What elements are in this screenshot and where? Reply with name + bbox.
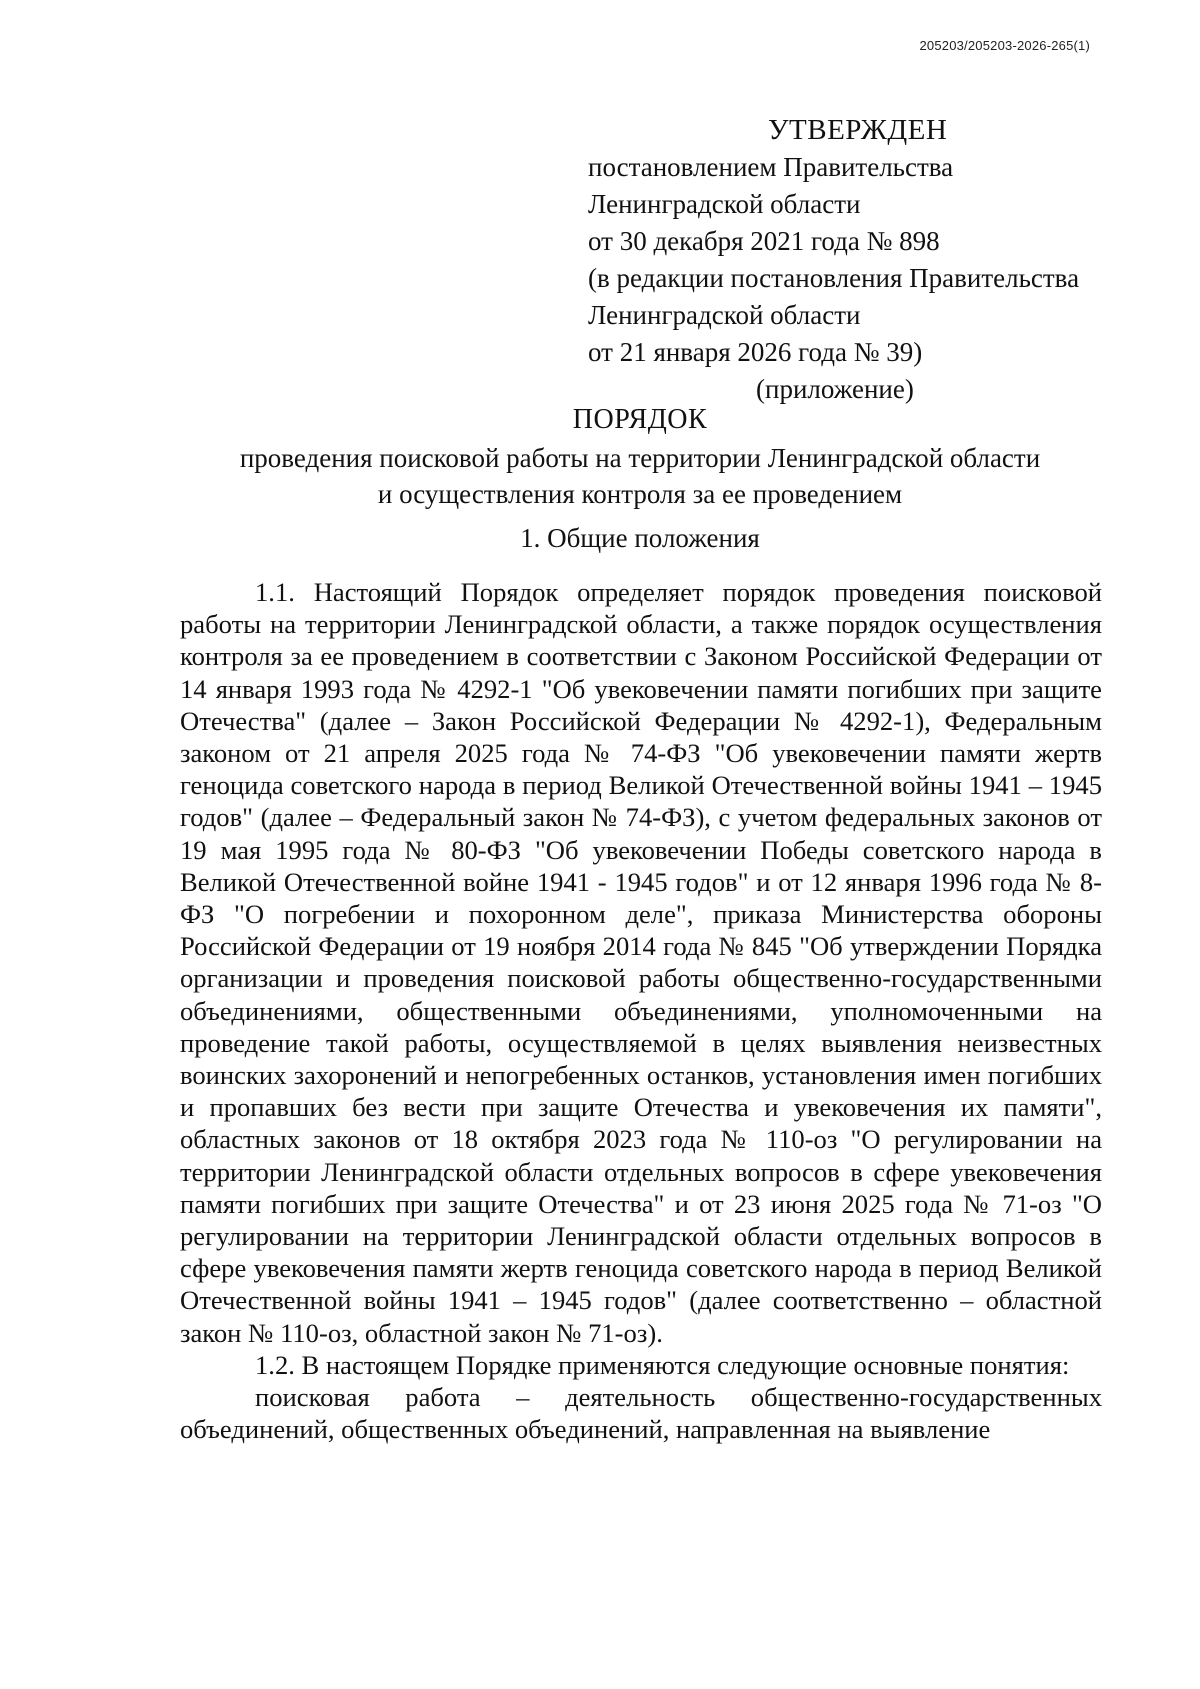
approval-line: Ленинградской области [588,189,861,219]
paragraph: 1.2. В настоящем Порядке применяются следующие основные понятия: [255,1349,1070,1380]
document-title [180,402,1100,512]
title-line: и осуществления контроля за ее проведением [377,479,903,509]
title-main: ПОРЯДОК [572,404,708,435]
approval-annex: (приложение) [756,374,914,404]
title-line: проведения поисковой работы на территории Ленинградской области [239,443,1041,473]
paragraph: поисковая работа – деятельность общественно-государственных объединений, общественных объединений, направленная на выявление [180,1382,1102,1445]
section-heading: 1. Общие положения [520,523,760,553]
approval-line: от 30 декабря 2021 года № 898 [588,226,940,256]
document-id: 205203/205203-2026-265(1) [919,38,1090,53]
approval-line: Ленинградской области [588,300,861,330]
approval-line: (в редакции постановления Правительства [588,263,1080,293]
approval-line: постановлением Правительства [588,152,954,182]
approval-line: от 21 января 2026 года № 39) [588,337,923,367]
approval-stamp [588,112,1148,408]
paragraph: 1.1. Настоящий Порядок определяет порядок проведения поисковой работы на территории Ленинградской области, а также порядок осуществления контроля за ее проведением в соответствии с Законом Российской Федерации от 14 января 1993 года № 4292-1 "Об увековечении памяти погибших при защите Отечества" (далее – Закон Российской Федерации № 4292-1), Федеральным законом от 21 апреля 2025 года № 74-ФЗ "Об увековечении памяти жертв геноцида советского народа в период Великой Отечественной войны 1941 – 1945 годов" (далее – Федеральный закон № 74-ФЗ), с учетом федеральных законов от 19 мая 1995 года № 80-ФЗ "Об увековечении Победы советского народа в Великой Отечественной войне 1941 - 1945 годов" и от 12 января 1996 года № 8-ФЗ "О погребении и похоронном деле", приказа Министерства обороны Российской Федерации от 19 ноября 2014 года № 845 "Об утверждении Порядка организации и проведения поисковой работы общественно-государственными объединениями, общественными объединениями, уполномоченными на проведение такой работы, осуществляемой в целях выявления неизвестных воинских захоронений и непогребенных останков, установления имен погибших и пропавших без вести при защите Отечества и увековечения их памяти", областных законов от 18 октября 2023 года № 110-оз "О регулировании на территории Ленинградской области отдельных вопросов в сфере увековечения памяти погибших при защите Отечества" и от 23 июня 2025 года № 71-оз "О регулировании на территории Ленинградской области отдельных вопросов в сфере увековечения памяти жертв геноцида советского народа в период Великой Отечественной войны 1941 – 1945 годов" (далее соответственно – областной закон № 110-оз, областной закон № 71-оз). [180,577,1102,1348]
approval-heading: УТВЕРЖДЕН [768,114,948,146]
document-body [180,576,1102,1445]
